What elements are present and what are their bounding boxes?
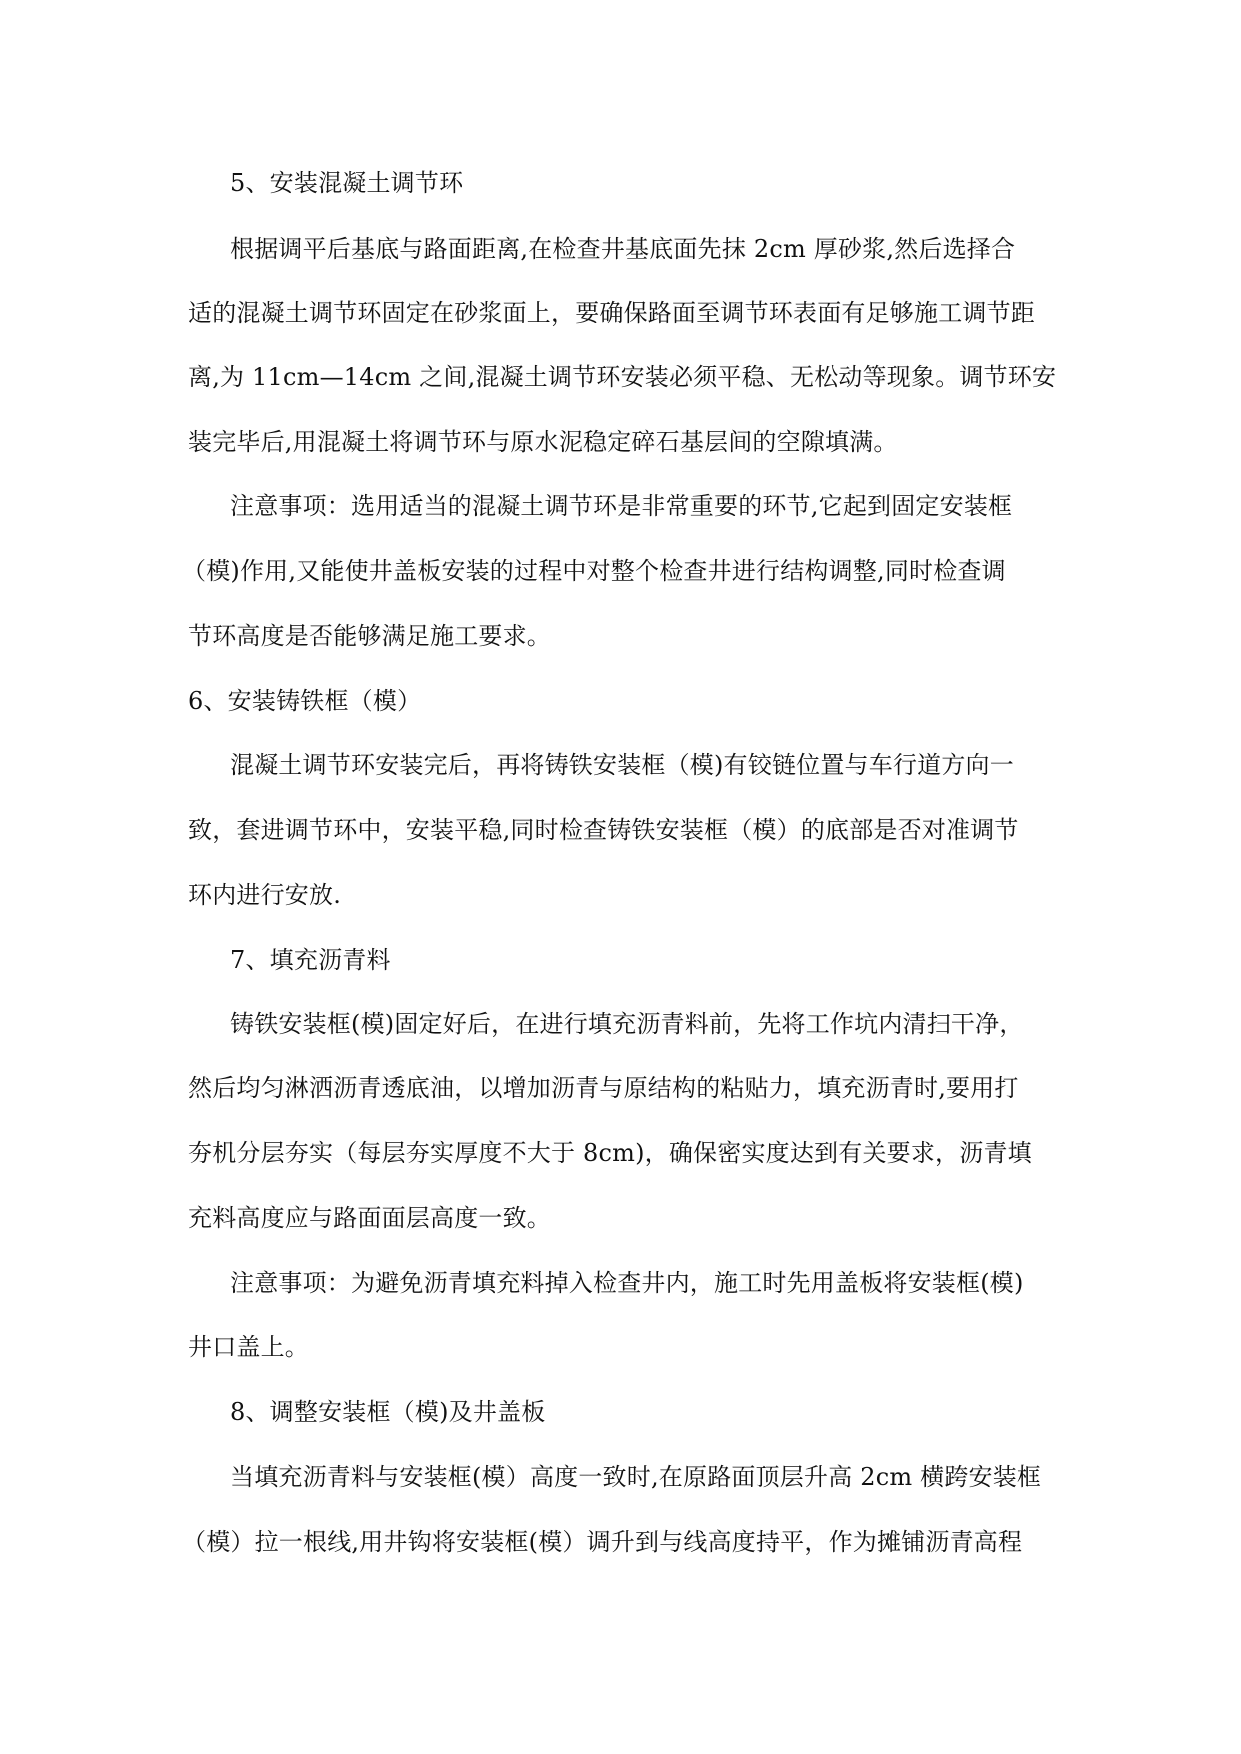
paragraph-line: 夯机分层夯实（每层夯实厚度不大于 8cm)，确保密实度达到有关要求，沥青填 bbox=[188, 1139, 1032, 1167]
paragraph-line: 混凝土调节环安装完后，再将铸铁安装框（模)有铰链位置与车行道方向一 bbox=[230, 751, 1014, 779]
note-line: 井口盖上。 bbox=[188, 1333, 309, 1361]
paragraph-line: 适的混凝土调节环固定在砂浆面上，要确保路面至调节环表面有足够施工调节距 bbox=[188, 299, 1035, 327]
paragraph-line: （模）拉一根线,用井钩将安装框(模）调升到与线高度持平，作为摊铺沥青高程 bbox=[182, 1528, 1023, 1556]
paragraph-line: 离,为 11cm—14cm 之间,混凝土调节环安装必须平稳、无松动等现象。调节环安 bbox=[188, 363, 1057, 391]
paragraph-line: 当填充沥青料与安装框(模）高度一致时,在原路面顶层升高 2cm 横跨安装框 bbox=[230, 1463, 1042, 1491]
paragraph-line: 环内进行安放. bbox=[188, 881, 342, 909]
note-line: 注意事项：选用适当的混凝土调节环是非常重要的环节,它起到固定安装框 bbox=[230, 492, 1013, 520]
paragraph-line: 根据调平后基底与路面距离,在检查井基底面先抹 2cm 厚砂浆,然后选择合 bbox=[230, 235, 1016, 263]
paragraph-line: 然后均匀淋洒沥青透底油，以增加沥青与原结构的粘贴力，填充沥青时,要用打 bbox=[188, 1074, 1019, 1102]
paragraph-line: 装完毕后,用混凝土将调节环与原水泥稳定碎石基层间的空隙填满。 bbox=[188, 428, 898, 456]
section-heading-7: 7、填充沥青料 bbox=[230, 946, 391, 974]
paragraph-line: 致，套进调节环中，安装平稳,同时检查铸铁安装框（模）的底部是否对准调节 bbox=[188, 816, 1019, 844]
paragraph-line: 充料高度应与路面面层高度一致。 bbox=[188, 1204, 551, 1232]
paragraph-line: 铸铁安装框(模)固定好后，在进行填充沥青料前，先将工作坑内清扫干净， bbox=[230, 1010, 1024, 1038]
section-heading-8: 8、调整安装框（模)及井盖板 bbox=[230, 1398, 546, 1426]
section-heading-5: 5、安装混凝土调节环 bbox=[230, 169, 464, 197]
note-line: 节环高度是否能够满足施工要求。 bbox=[188, 622, 551, 650]
note-line: （模)作用,又能使井盖板安装的过程中对整个检查井进行结构调整,同时检查调 bbox=[182, 557, 1006, 585]
section-heading-6: 6、安装铸铁框（模） bbox=[188, 687, 422, 715]
note-line: 注意事项：为避免沥青填充料掉入检查井内，施工时先用盖板将安装框(模) bbox=[230, 1269, 1024, 1297]
